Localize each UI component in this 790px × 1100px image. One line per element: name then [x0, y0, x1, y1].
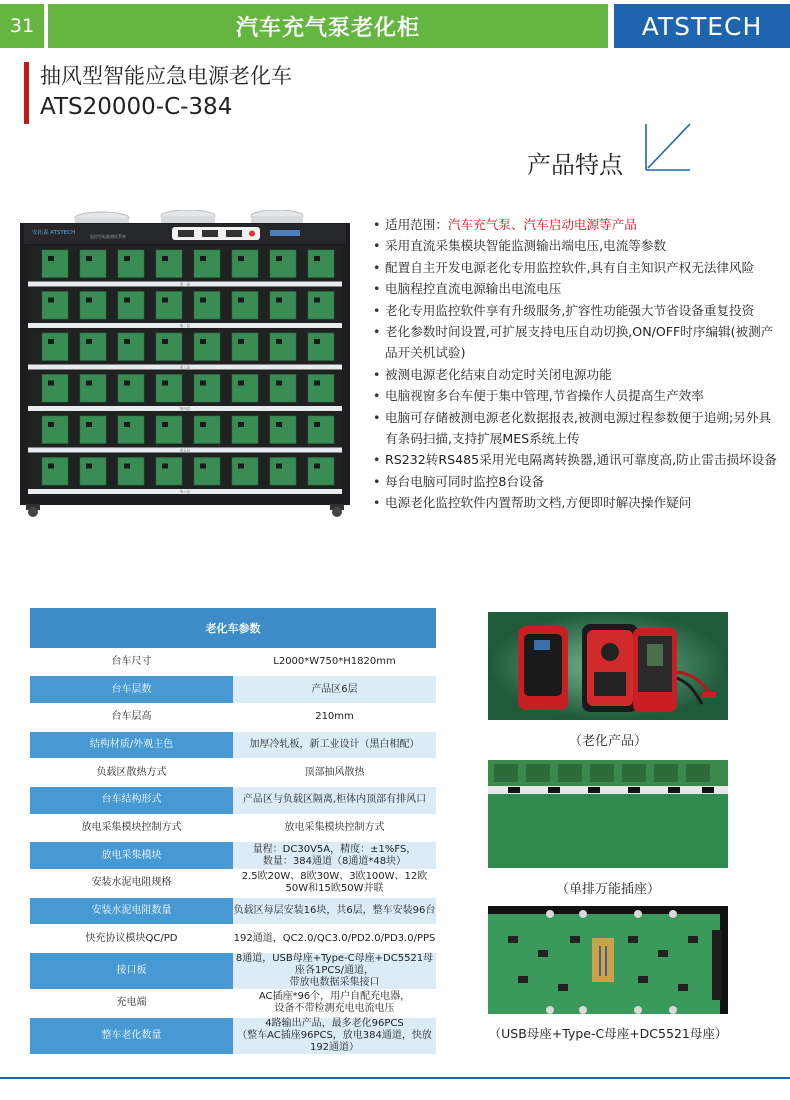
pcb-board [42, 333, 68, 361]
param-key: 快充协议模块QC/PD [30, 925, 233, 953]
table-row [30, 953, 436, 990]
table-row [30, 925, 436, 953]
table-row [30, 703, 436, 731]
param-key: 充电端 [30, 990, 233, 1018]
pcb-chip [238, 298, 244, 303]
pcb-board [194, 250, 220, 278]
pcb-chip [124, 464, 130, 469]
param-key: 台车尺寸 [30, 648, 233, 676]
pcb-board [308, 250, 334, 278]
pcb-chip [238, 464, 244, 469]
param-value: L2000*W750*H1820mm [233, 648, 436, 676]
pcb-board [80, 458, 106, 486]
feature-item: • 配置自主开发电源老化专用监控软件,具有自主知识产权无法律风险 [373, 257, 783, 278]
param-value: AC插座*96个，用户自配充电器， 设备不带检测充电电流电压 [233, 990, 436, 1018]
pcb-chip [86, 464, 92, 469]
pcb-board [42, 292, 68, 320]
pcb-chip [48, 381, 54, 386]
param-value: 顶部抽风散热 [233, 759, 436, 787]
table-row [30, 731, 436, 759]
pcb-chip [200, 464, 206, 469]
param-value: 4路输出产品，最多老化96PCS （整车AC插座96PCS，放电384通道，快放192通道） [233, 1017, 436, 1054]
pcb-board [118, 250, 144, 278]
feature-highlight: 汽车充气泵、汽车启动电源等产品 [447, 217, 637, 232]
param-key: 放电采集模块控制方式 [30, 814, 233, 842]
pcb-chip [276, 298, 282, 303]
table-title: 老化车参数 [30, 608, 436, 648]
pcb-board [118, 292, 144, 320]
param-key: 安装水泥电阻数量 [30, 897, 233, 925]
parameter-table [30, 608, 436, 1055]
pcb-board [270, 416, 296, 444]
pcb-chip [200, 381, 206, 386]
table-row [30, 786, 436, 814]
pcb-chip [48, 256, 54, 261]
pcb-board [232, 375, 258, 403]
feature-item: • 采用直流采集模块智能监测输出端电压,电流等参数 [373, 235, 783, 256]
param-value: 产品区6层 [233, 676, 436, 704]
pcb-board [270, 458, 296, 486]
param-value: 2.5欧20W、8欧30W、3欧100W、12欧50W和15欧50W并联 [233, 870, 436, 898]
table-row [30, 676, 436, 704]
pcb-chip [162, 464, 168, 469]
pcb-chip [48, 339, 54, 344]
pcb-chip [200, 422, 206, 427]
pcb-chip [314, 298, 320, 303]
pcb-chip [124, 422, 130, 427]
pcb-board [308, 375, 334, 403]
feature-item: • 每台电脑可同时监控8台设备 [373, 471, 783, 492]
pcb-chip [276, 422, 282, 427]
pcb-board [42, 375, 68, 403]
pcb-board [156, 458, 182, 486]
pcb-chip [276, 381, 282, 386]
pcb-board [232, 458, 258, 486]
pcb-chip [124, 298, 130, 303]
pcb-chip [314, 256, 320, 261]
param-value: 量程：DC30V5A，精度：±1%FS， 数量：384通道（8通道*48块） [233, 842, 436, 870]
param-key: 接口板 [30, 953, 233, 990]
pcb-chip [314, 339, 320, 344]
pcb-chip [162, 381, 168, 386]
pcb-board [118, 416, 144, 444]
feature-list [373, 214, 783, 514]
pcb-board [156, 250, 182, 278]
pcb-board [270, 292, 296, 320]
page-number: 31 [0, 4, 44, 48]
param-key: 结构材质/外观主色 [30, 731, 233, 759]
pcb-chip [86, 381, 92, 386]
shelf-label: 第四层 [179, 407, 191, 411]
pcb-board [156, 375, 182, 403]
pcb-board [232, 416, 258, 444]
pcb-chip [124, 256, 130, 261]
pcb-board [194, 458, 220, 486]
socket-row-photo [488, 760, 728, 868]
table-row [30, 648, 436, 676]
pcb-chip [276, 464, 282, 469]
pcb-chip [238, 381, 244, 386]
features-heading: 产品特点 [527, 151, 623, 179]
pcb-board [42, 416, 68, 444]
product-name: 抽风型智能应急电源老化车 [40, 64, 292, 88]
pcb-board [308, 458, 334, 486]
pcb-board [308, 333, 334, 361]
feature-item: • 适用范围：汽车充气泵、汽车启动电源等产品 [373, 214, 783, 235]
pcb-chip [314, 464, 320, 469]
pcb-board [80, 375, 106, 403]
pcb-chip [162, 422, 168, 427]
pcb-board [118, 333, 144, 361]
feature-item: • 电脑视窗多台车便于集中管理,节省操作人员提高生产效率 [373, 385, 783, 406]
pcb-chip [238, 339, 244, 344]
pcb-board [232, 292, 258, 320]
param-value: 210mm [233, 703, 436, 731]
pcb-board [156, 416, 182, 444]
param-value: 加厚冷轧板，新工业设计（黑白相配） [233, 731, 436, 759]
feature-item: • 被测电源老化结束自动定时关闭电源功能 [373, 364, 783, 385]
pcb-board [270, 375, 296, 403]
pcb-board [194, 292, 220, 320]
pcb-chip [86, 298, 92, 303]
pcb-board [80, 250, 106, 278]
aging-product-photo [488, 612, 728, 720]
feature-item: • 老化专用监控软件享有升级服务,扩容性功能强大节省设备重复投资 [373, 300, 783, 321]
pcb-chip [124, 339, 130, 344]
pcb-board [194, 333, 220, 361]
pcb-chip [276, 339, 282, 344]
brand-logo-text: ATSTECH [614, 4, 790, 48]
feature-item: • RS232转RS485采用光电隔离转换器,通讯可靠度高,防止雷击损坏设备 [373, 449, 783, 470]
pcb-chip [86, 422, 92, 427]
param-key: 放电采集模块 [30, 842, 233, 870]
param-key: 安装水泥电阻规格 [30, 870, 233, 898]
pcb-board [80, 292, 106, 320]
pcb-board [42, 250, 68, 278]
aging-cabinet-image [20, 210, 350, 518]
table-row [30, 814, 436, 842]
pcb-board [270, 250, 296, 278]
param-key: 台车结构形式 [30, 786, 233, 814]
shelf-label: 第五层 [179, 448, 191, 453]
pcb-board [42, 458, 68, 486]
param-key: 台车层高 [30, 703, 233, 731]
param-value: 产品区与负载区隔离,柜体内顶部有排风口 [233, 786, 436, 814]
feature-item: • 电脑程控直流电源输出电流电压 [373, 278, 783, 299]
param-value: 192通道，QC2.0/QC3.0/PD2.0/PD3.0/PPS [233, 925, 436, 953]
shelf-label: 第二层 [179, 324, 191, 328]
pcb-chip [162, 339, 168, 344]
photo-caption: （老化产品） [568, 734, 647, 749]
pcb-chip [200, 298, 206, 303]
table-row [30, 897, 436, 925]
pcb-board [194, 375, 220, 403]
pcb-chip [200, 256, 206, 261]
footer-line [0, 1077, 790, 1079]
pcb-board [118, 458, 144, 486]
table-row [30, 990, 436, 1018]
pcb-board [118, 375, 144, 403]
param-value: 8通道，USB母座+Type-C母座+DC5521母座各1PCS/通道， 带放电数据采集接口 [233, 953, 436, 990]
pcb-chip [238, 256, 244, 261]
param-value: 放电采集模块控制方式 [233, 814, 436, 842]
pcb-chip [86, 256, 92, 261]
pcb-board [270, 333, 296, 361]
pcb-chip [48, 298, 54, 303]
param-key: 台车层数 [30, 676, 233, 704]
shelf-label: 第三层 [179, 365, 191, 370]
pcb-chip [276, 256, 282, 261]
shelf-label: 第一层 [179, 282, 191, 287]
feature-item: • 老化参数时间设置,可扩展支持电压自动切换,ON/OFF时序编辑(被测产品开关机试验) [373, 321, 783, 364]
product-model: ATS20000-C-384 [40, 94, 233, 120]
pcb-chip [162, 298, 168, 303]
pcb-board [80, 333, 106, 361]
shelf-label: 第六层 [179, 490, 191, 494]
pcb-board [232, 250, 258, 278]
param-key: 整车老化数量 [30, 1017, 233, 1054]
pcb-board [156, 292, 182, 320]
cabinet-panel-title: 监控型电源测试系统 [90, 234, 126, 239]
pcb-chip [162, 256, 168, 261]
pcb-board [232, 333, 258, 361]
title-accent-bar [24, 62, 29, 124]
photo-caption: （单排万能插座） [555, 882, 660, 897]
pcb-chip [314, 422, 320, 427]
photo-caption: （USB母座+Type-C母座+DC5521母座） [488, 1026, 728, 1041]
pcb-chip [48, 422, 54, 427]
pcb-board [308, 416, 334, 444]
feature-item: • 电源老化监控软件内置帮助文档,方便即时解决操作疑问 [373, 492, 783, 513]
pcb-board [194, 416, 220, 444]
interface-board-photo [488, 906, 728, 1014]
param-key: 负载区散热方式 [30, 759, 233, 787]
param-value: 负载区每层安装16块，共6层，整车安装96台 [233, 897, 436, 925]
table-row [30, 842, 436, 870]
pcb-chip [86, 339, 92, 344]
table-row [30, 759, 436, 787]
pcb-board [308, 292, 334, 320]
table-row [30, 870, 436, 898]
pcb-board [156, 333, 182, 361]
page-title: 汽车充气泵老化柜 [48, 4, 608, 48]
pcb-board [80, 416, 106, 444]
pcb-chip [48, 464, 54, 469]
table-row [30, 1017, 436, 1054]
cabinet-logo: 安拓森 ATSTECH [32, 230, 76, 236]
pcb-chip [314, 381, 320, 386]
corner-arrow-icon [644, 122, 692, 172]
pcb-chip [200, 339, 206, 344]
pcb-chip [238, 422, 244, 427]
pcb-chip [124, 381, 130, 386]
feature-item: • 电脑可存储被测电源老化数据报表,被测电源过程参数便于追朔;另外具有条码扫描,支持扩展MES系统上传 [373, 407, 783, 450]
